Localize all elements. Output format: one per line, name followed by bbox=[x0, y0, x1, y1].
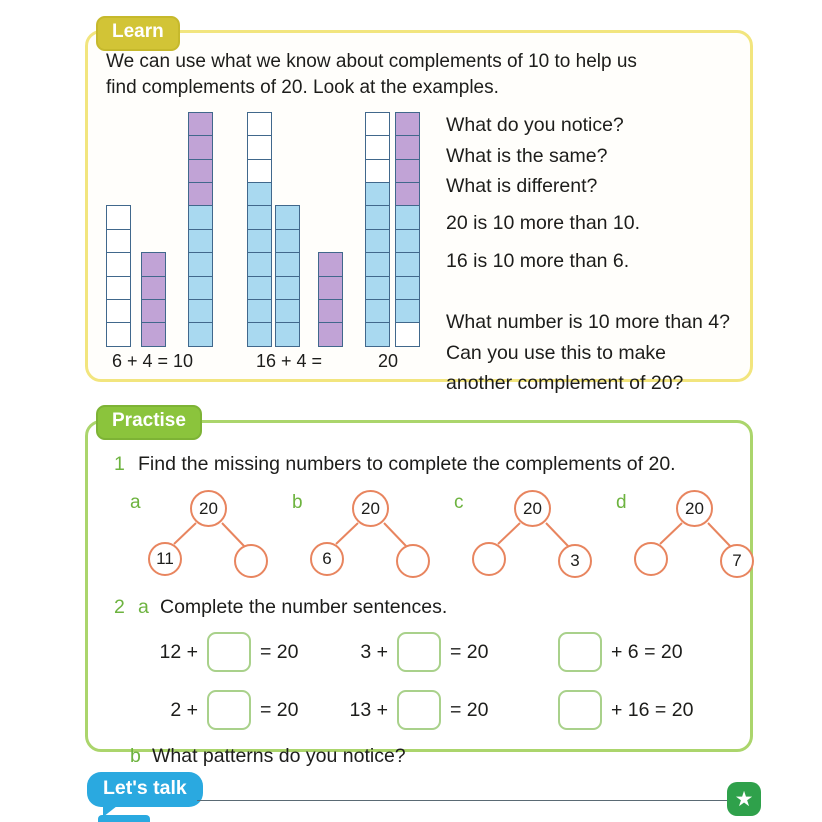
cutoff-blue-box bbox=[98, 815, 150, 822]
blue-cube bbox=[275, 276, 300, 301]
purple-cube bbox=[318, 299, 343, 324]
sentence-after: + 16 = 20 bbox=[611, 698, 694, 721]
number-sentences bbox=[154, 631, 734, 731]
bond-letter: d bbox=[616, 492, 627, 513]
purple-cube bbox=[395, 112, 420, 137]
answer-box[interactable] bbox=[397, 690, 441, 730]
sentence-after: + 6 = 20 bbox=[611, 640, 683, 663]
blue-cube bbox=[395, 252, 420, 277]
purple-cube bbox=[188, 135, 213, 160]
sentence-before: 12 + bbox=[159, 640, 198, 663]
learn-statement-line: 20 is 10 more than 10. bbox=[446, 212, 641, 235]
cube-tower bbox=[106, 205, 131, 347]
purple-cube bbox=[141, 322, 166, 347]
bond-part-left[interactable] bbox=[472, 542, 506, 576]
bond-letter: a bbox=[130, 492, 141, 513]
number-sentence bbox=[154, 689, 344, 731]
purple-cube bbox=[318, 252, 343, 277]
blue-cube bbox=[365, 252, 390, 277]
blue-cube bbox=[365, 229, 390, 254]
learn-question-line: What number is 10 more than 4? bbox=[446, 311, 730, 334]
tower-equation-2-right: 20 bbox=[378, 351, 399, 372]
blue-cube bbox=[275, 229, 300, 254]
blue-cube bbox=[188, 322, 213, 347]
white-cube bbox=[106, 229, 131, 254]
cube-tower bbox=[318, 252, 343, 347]
number-sentence bbox=[549, 689, 774, 731]
learn-section bbox=[85, 21, 753, 394]
sentence-after: = 20 bbox=[260, 698, 299, 721]
learn-tab: Learn bbox=[96, 16, 180, 51]
purple-cube bbox=[141, 252, 166, 277]
answer-box[interactable] bbox=[558, 632, 602, 672]
bond-letter: c bbox=[454, 492, 464, 513]
sentence-after: = 20 bbox=[450, 640, 489, 663]
star-icon: ★ bbox=[727, 782, 761, 816]
question-2b-letter: b bbox=[130, 745, 141, 767]
bond-diagram bbox=[634, 490, 756, 584]
purple-cube bbox=[395, 182, 420, 207]
sentence-before: 13 + bbox=[349, 698, 388, 721]
bond-part-right: 3 bbox=[558, 544, 592, 578]
learn-statement-line: 16 is 10 more than 6. bbox=[446, 249, 630, 272]
white-cube bbox=[106, 252, 131, 277]
bond-part-right: 7 bbox=[720, 544, 754, 578]
learn-intro-line-2: find complements of 20. Look at the examples. bbox=[106, 77, 499, 99]
blue-cube bbox=[275, 252, 300, 277]
learn-question-line: What do you notice? bbox=[446, 114, 624, 137]
white-cube bbox=[365, 159, 390, 184]
sentence-before: 2 + bbox=[170, 698, 198, 721]
purple-cube bbox=[141, 276, 166, 301]
number-bond-d bbox=[616, 490, 756, 584]
learn-body bbox=[106, 111, 732, 401]
cube-towers-row bbox=[106, 111, 424, 347]
blue-cube bbox=[247, 299, 272, 324]
tower-equation-1: 6 + 4 = 10 bbox=[112, 351, 194, 372]
answer-box[interactable] bbox=[207, 632, 251, 672]
bond-part-left: 6 bbox=[310, 542, 344, 576]
number-bonds-row bbox=[130, 490, 742, 584]
blue-cube bbox=[275, 205, 300, 230]
sentence-after: = 20 bbox=[260, 640, 299, 663]
bond-part-left[interactable] bbox=[634, 542, 668, 576]
cube-tower bbox=[395, 112, 420, 348]
number-bond-c bbox=[454, 490, 594, 584]
white-cube bbox=[365, 135, 390, 160]
blue-cube bbox=[395, 276, 420, 301]
blue-cube bbox=[247, 205, 272, 230]
white-cube bbox=[365, 112, 390, 137]
sentence-before: 3 + bbox=[360, 640, 388, 663]
question-1-text: Find the missing numbers to complete the complements of 20. bbox=[138, 453, 676, 475]
number-bond-b bbox=[292, 490, 432, 584]
bond-part-right[interactable] bbox=[234, 544, 268, 578]
bond-part-left: 11 bbox=[148, 542, 182, 576]
blue-cube bbox=[247, 322, 272, 347]
white-cube bbox=[395, 322, 420, 347]
blue-cube bbox=[247, 229, 272, 254]
blue-cube bbox=[247, 252, 272, 277]
cube-tower bbox=[275, 205, 300, 347]
cube-tower bbox=[365, 112, 390, 348]
lets-talk-section bbox=[85, 770, 753, 822]
blue-cube bbox=[188, 252, 213, 277]
purple-cube bbox=[188, 182, 213, 207]
white-cube bbox=[106, 299, 131, 324]
lets-talk-bubble: Let's talk bbox=[87, 772, 203, 807]
bond-part-right[interactable] bbox=[396, 544, 430, 578]
question-2b-text: What patterns do you notice? bbox=[152, 745, 406, 767]
purple-cube bbox=[141, 299, 166, 324]
purple-cube bbox=[395, 135, 420, 160]
bond-whole: 20 bbox=[676, 490, 713, 527]
purple-cube bbox=[188, 159, 213, 184]
blue-cube bbox=[365, 276, 390, 301]
learn-questions bbox=[446, 111, 730, 401]
blue-cube bbox=[188, 205, 213, 230]
blue-cube bbox=[365, 299, 390, 324]
bond-letter: b bbox=[292, 492, 303, 513]
purple-cube bbox=[395, 159, 420, 184]
bond-whole: 20 bbox=[190, 490, 227, 527]
blue-cube bbox=[365, 205, 390, 230]
sentence-after: = 20 bbox=[450, 698, 489, 721]
blue-cube bbox=[275, 322, 300, 347]
number-sentence bbox=[344, 631, 549, 673]
divider-line bbox=[197, 800, 745, 801]
bond-diagram bbox=[472, 490, 594, 584]
question-1-number: 1 bbox=[114, 453, 125, 475]
practise-tab: Practise bbox=[96, 405, 202, 440]
number-sentence bbox=[344, 689, 549, 731]
question-2a-letter: a bbox=[138, 596, 149, 618]
blue-cube bbox=[275, 299, 300, 324]
cube-tower bbox=[141, 252, 166, 347]
cube-tower bbox=[247, 112, 272, 348]
question-2-number: 2 bbox=[114, 596, 125, 618]
question-2 bbox=[104, 596, 734, 619]
blue-cube bbox=[247, 182, 272, 207]
tower-labels bbox=[106, 351, 424, 377]
number-bond-a bbox=[130, 490, 270, 584]
practise-section bbox=[85, 410, 753, 767]
blue-cube bbox=[365, 182, 390, 207]
bond-diagram bbox=[310, 490, 432, 584]
white-cube bbox=[106, 205, 131, 230]
blue-cube bbox=[247, 276, 272, 301]
purple-cube bbox=[318, 276, 343, 301]
white-cube bbox=[106, 276, 131, 301]
purple-cube bbox=[318, 322, 343, 347]
bond-diagram bbox=[148, 490, 270, 584]
blue-cube bbox=[395, 229, 420, 254]
bond-whole: 20 bbox=[352, 490, 389, 527]
white-cube bbox=[247, 159, 272, 184]
blue-cube bbox=[395, 299, 420, 324]
cube-towers-diagram bbox=[106, 111, 424, 401]
purple-cube bbox=[188, 112, 213, 137]
cube-tower bbox=[188, 112, 213, 348]
question-2b bbox=[104, 745, 734, 768]
blue-cube bbox=[188, 229, 213, 254]
white-cube bbox=[106, 322, 131, 347]
white-cube bbox=[247, 112, 272, 137]
answer-box[interactable] bbox=[207, 690, 251, 730]
learn-question-line: What is different? bbox=[446, 175, 598, 198]
answer-box[interactable] bbox=[558, 690, 602, 730]
blue-cube bbox=[395, 205, 420, 230]
blue-cube bbox=[188, 299, 213, 324]
question-2a-text: Complete the number sentences. bbox=[160, 596, 448, 618]
blue-cube bbox=[188, 276, 213, 301]
learn-question-line: another complement of 20? bbox=[446, 371, 684, 394]
tower-equation-2-left: 16 + 4 = bbox=[256, 351, 323, 372]
answer-box[interactable] bbox=[397, 632, 441, 672]
number-sentence bbox=[549, 631, 774, 673]
blue-cube bbox=[365, 322, 390, 347]
bond-whole: 20 bbox=[514, 490, 551, 527]
number-sentence bbox=[154, 631, 344, 673]
white-cube bbox=[247, 135, 272, 160]
learn-intro-line-1: We can use what we know about complements of 10 to help us bbox=[106, 51, 637, 72]
learn-question-line: Can you use this to make bbox=[446, 341, 667, 364]
question-1 bbox=[104, 453, 734, 476]
learn-question-line: What is the same? bbox=[446, 144, 608, 167]
